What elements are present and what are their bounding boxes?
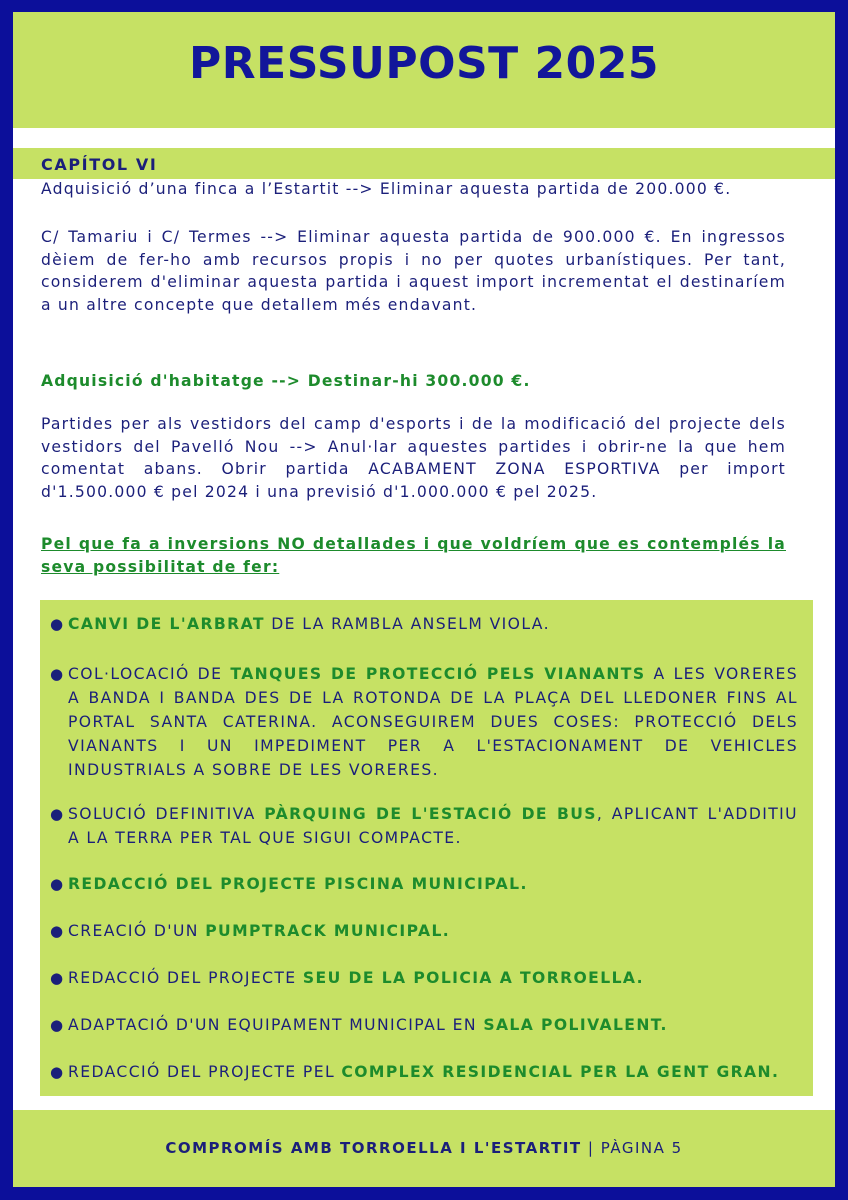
list-item-text: REDACCIÓ DEL PROJECTE PEL COMPLEX RESIDENCIAL PER LA GENT GRAN. <box>68 1063 780 1081</box>
bullet-icon: ● <box>50 805 65 823</box>
page-title: PRESSUPOST 2025 <box>189 38 659 89</box>
bullet-icon: ● <box>50 665 65 683</box>
list-item-text: REDACCIÓ DEL PROJECTE PISCINA MUNICIPAL. <box>68 875 528 893</box>
footer-title: COMPROMÍS AMB TORROELLA I L'ESTARTIT <box>165 1139 582 1157</box>
page-number: PÀGINA 5 <box>600 1139 683 1157</box>
bullet-icon: ● <box>50 875 65 893</box>
paragraph-vestidors: Partides per als vestidors del camp d'esports i de la modificació del projecte dels vestidors del Pavelló Nou --> Anul·lar aquestes partides i obrir-ne la que hem comentat abans. Obrir partida ACABAMENT ZONA ESPORTIVA per import d'1.500.000 € pel 2024 i una previsió d'1.000.000 € pel 2025. <box>41 415 786 501</box>
paragraph-inversions: Pel que fa a inversions NO detallades i que voldríem que es contemplés la seva possibilitat de fer: <box>41 535 786 576</box>
bullet-icon: ● <box>50 922 65 940</box>
list-item-text: ADAPTACIÓ D'UN EQUIPAMENT MUNICIPAL EN SALA POLIVALENT. <box>68 1016 668 1034</box>
bullet-icon: ● <box>50 969 65 987</box>
footer-separator: | <box>581 1139 601 1157</box>
list-item-text: COL·LOCACIÓ DE TANQUES DE PROTECCIÓ PELS VIANANTS A LES VORERES A BANDA I BANDA DES DE LA ROTONDA DE LA PLAÇA DEL LLEDONER FINS AL PORTAL SANTA CATERINA. ACONSEGUIREM DUES COSES: PROTECCIÓ DELS VIANANTS I UN IMPEDIMENT PER A L'ESTACIONAMENT DE VEHICLES INDUSTRIALS A SOBRE DE LES VORERES. <box>68 665 798 779</box>
paragraph-habitatge: Adquisició d'habitatge --> Destinar-hi 300.000 €. <box>41 372 531 390</box>
paragraph-finca: Adquisició d’una finca a l’Estartit --> Eliminar aquesta partida de 200.000 €. <box>41 180 732 198</box>
investments-box <box>40 600 813 1096</box>
chapter-heading: CAPÍTOL VI <box>41 155 158 174</box>
bullet-icon: ● <box>50 1016 65 1034</box>
bullet-icon: ● <box>50 1063 65 1081</box>
bullet-icon: ● <box>50 615 65 633</box>
page-footer <box>13 1139 835 1157</box>
list-item-text: SOLUCIÓ DEFINITIVA PÀRQUING DE L'ESTACIÓ DE BUS, APLICANT L'ADDITIU A LA TERRA PER TAL QUE SIGUI COMPACTE. <box>68 805 798 847</box>
list-item-text: CREACIÓ D'UN PUMPTRACK MUNICIPAL. <box>68 922 451 940</box>
list-item-text: REDACCIÓ DEL PROJECTE SEU DE LA POLICIA A TORROELLA. <box>68 969 644 987</box>
page <box>13 12 835 1187</box>
list-item-text: CANVI DE L'ARBRAT DE LA RAMBLA ANSELM VIOLA. <box>68 615 550 633</box>
paragraph-tamariu: C/ Tamariu i C/ Termes --> Eliminar aquesta partida de 900.000 €. En ingressos dèiem de fer-ho amb recursos propis i no per quotes urbanístiques. Per tant, considerem d'eliminar aquesta partida i aquest import incrementat el destinaríem a un altre concepte que detallem més endavant. <box>41 228 786 314</box>
